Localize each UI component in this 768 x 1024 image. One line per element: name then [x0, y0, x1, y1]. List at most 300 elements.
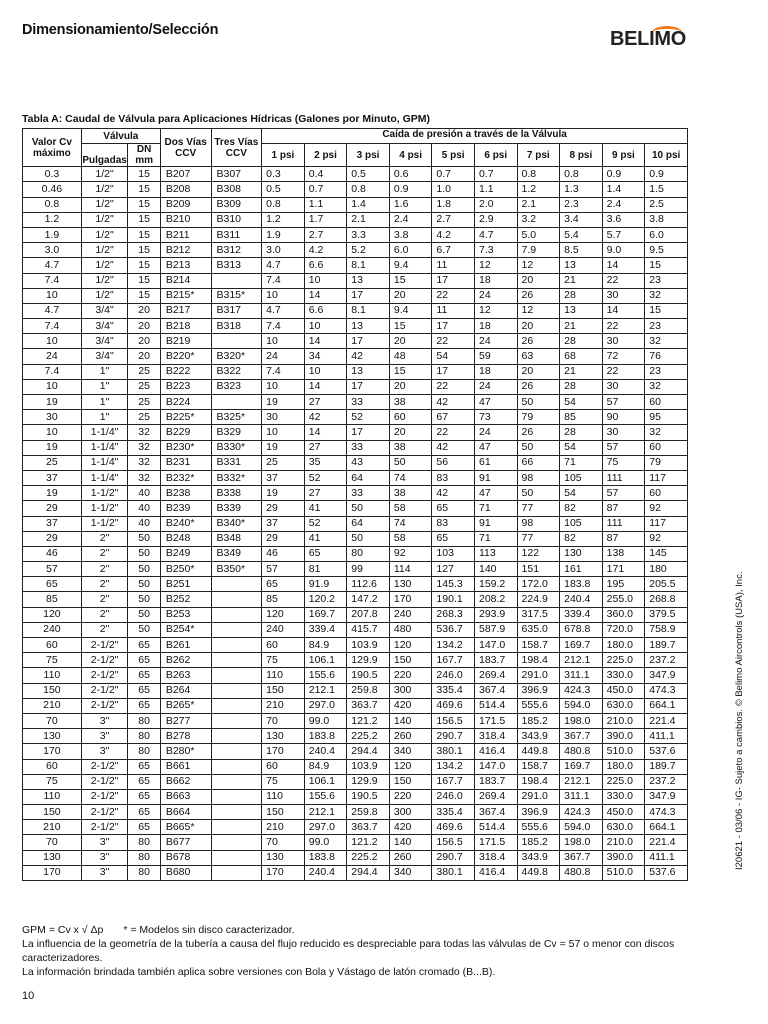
table-cell: 70 — [262, 835, 305, 850]
table-cell: 15 — [389, 364, 432, 379]
table-cell: 390.0 — [602, 850, 645, 865]
table-cell: 2.9 — [474, 212, 517, 227]
table-cell — [211, 759, 262, 774]
psi-header-cell: 5 psi — [432, 144, 475, 167]
table-cell: 80 — [128, 850, 160, 865]
table-row — [23, 212, 688, 227]
table-cell: 555.6 — [517, 698, 560, 713]
table-cell: 47 — [474, 395, 517, 410]
table-cell: 424.3 — [560, 683, 603, 698]
table-cell: 0.7 — [474, 167, 517, 182]
table-row — [23, 592, 688, 607]
table-row — [23, 805, 688, 820]
formula-text: GPM = Cv x √ Δp — [22, 924, 104, 936]
table-cell: 92 — [645, 531, 688, 546]
table-cell: 28 — [560, 288, 603, 303]
table-cell: 396.9 — [517, 805, 560, 820]
table-cell: 380.1 — [432, 744, 475, 759]
table-cell: 22 — [602, 364, 645, 379]
table-cell: 30 — [23, 410, 82, 425]
table-cell — [211, 698, 262, 713]
table-cell: 15 — [128, 197, 160, 212]
table-cell: 17 — [347, 379, 390, 394]
table-cell: 0.8 — [517, 167, 560, 182]
table-cell: 15 — [128, 212, 160, 227]
table-cell: B238 — [160, 486, 211, 501]
table-cell: 2-1/2" — [81, 820, 128, 835]
table-cell: 537.6 — [645, 744, 688, 759]
table-cell: 4.7 — [23, 258, 82, 273]
table-cell: 6.7 — [432, 243, 475, 258]
table-cell: 85 — [262, 592, 305, 607]
table-cell — [211, 865, 262, 880]
table-cell: 330.0 — [602, 668, 645, 683]
table-cell: 367.4 — [474, 805, 517, 820]
table-cell: 70 — [262, 713, 305, 728]
table-cell: 147.0 — [474, 638, 517, 653]
table-cell: B348 — [211, 531, 262, 546]
table-cell: 60 — [23, 638, 82, 653]
table-cell: 2" — [81, 562, 128, 577]
table-cell: 13 — [347, 364, 390, 379]
table-cell: 147.2 — [347, 592, 390, 607]
table-cell: 240 — [262, 622, 305, 637]
table-cell: 13 — [347, 273, 390, 288]
table-cell: 32 — [645, 379, 688, 394]
table-cell: 138 — [602, 546, 645, 561]
table-cell — [211, 607, 262, 622]
table-cell: 24 — [474, 379, 517, 394]
table-cell: 91.9 — [304, 577, 347, 592]
table-cell — [211, 805, 262, 820]
table-cell: 12 — [517, 258, 560, 273]
table-row — [23, 182, 688, 197]
table-cell: 22 — [432, 425, 475, 440]
table-row — [23, 349, 688, 364]
table-cell: B212 — [160, 243, 211, 258]
table-cell: 20 — [389, 425, 432, 440]
table-cell: 23 — [645, 364, 688, 379]
table-cell: 169.7 — [560, 638, 603, 653]
table-cell: 240 — [389, 607, 432, 622]
table-cell: 367.7 — [560, 850, 603, 865]
table-cell: 297.0 — [304, 820, 347, 835]
table-cell: 224.9 — [517, 592, 560, 607]
table-cell: 41 — [304, 501, 347, 516]
table-cell: 536.7 — [432, 622, 475, 637]
table-cell: 57 — [602, 395, 645, 410]
table-cell: 25 — [262, 455, 305, 470]
table-cell: B248 — [160, 531, 211, 546]
table-cell: 60 — [389, 410, 432, 425]
table-cell: 7.4 — [262, 273, 305, 288]
table-cell: 18 — [474, 364, 517, 379]
table-cell — [211, 835, 262, 850]
table-cell: 2-1/2" — [81, 805, 128, 820]
table-cell — [211, 683, 262, 698]
table-cell: 32 — [128, 470, 160, 485]
table-cell: 3.8 — [645, 212, 688, 227]
table-cell: 1/2" — [81, 288, 128, 303]
table-cell: 50 — [517, 486, 560, 501]
table-cell: 1" — [81, 379, 128, 394]
table-cell: 65 — [128, 805, 160, 820]
table-cell: 42 — [432, 440, 475, 455]
table-cell: 367.4 — [474, 683, 517, 698]
table-cell: 300 — [389, 683, 432, 698]
table-cell: 65 — [432, 531, 475, 546]
table-cell: 130 — [560, 546, 603, 561]
table-cell: 1.9 — [23, 227, 82, 242]
table-cell: 26 — [517, 334, 560, 349]
table-cell: 15 — [389, 319, 432, 334]
table-cell: 71 — [474, 531, 517, 546]
table-cell: 75 — [262, 653, 305, 668]
table-cell: 103 — [432, 546, 475, 561]
table-cell: 159.2 — [474, 577, 517, 592]
table-cell: 198.0 — [560, 713, 603, 728]
table-cell: 17 — [432, 364, 475, 379]
table-cell: 2.5 — [645, 197, 688, 212]
table-cell: 635.0 — [517, 622, 560, 637]
table-cell: 2.1 — [517, 197, 560, 212]
table-row — [23, 455, 688, 470]
table-cell: 240.4 — [304, 744, 347, 759]
table-cell: 3/4" — [81, 303, 128, 318]
table-cell: 80 — [128, 713, 160, 728]
table-cell: 415.7 — [347, 622, 390, 637]
table-cell: 11 — [432, 258, 475, 273]
table-row — [23, 516, 688, 531]
table-cell: 32 — [645, 288, 688, 303]
table-cell: 7.4 — [23, 319, 82, 334]
table-cell: 1.4 — [347, 197, 390, 212]
table-cell — [211, 668, 262, 683]
table-cell: 15 — [389, 273, 432, 288]
table-cell: 172.0 — [517, 577, 560, 592]
table-cell: 14 — [304, 379, 347, 394]
table-row — [23, 744, 688, 759]
table-cell: 1/2" — [81, 243, 128, 258]
table-cell: B277 — [160, 713, 211, 728]
table-cell: 3.2 — [517, 212, 560, 227]
table-cell: 103.9 — [347, 759, 390, 774]
table-cell: 155.6 — [304, 789, 347, 804]
table-cell: 73 — [474, 410, 517, 425]
side-copyright-text: I20621 - 03/06 - IG- Sujeto a cambios. © Belimo Aircontrols (USA), Inc. — [734, 571, 745, 870]
table-cell: 161 — [560, 562, 603, 577]
table-cell — [211, 622, 262, 637]
table-cell: 198.4 — [517, 774, 560, 789]
table-cell: B210 — [160, 212, 211, 227]
table-cell: 6.0 — [389, 243, 432, 258]
table-cell: 83 — [432, 470, 475, 485]
table-cell: 30 — [262, 410, 305, 425]
table-cell: 26 — [517, 425, 560, 440]
table-row — [23, 273, 688, 288]
table-cell: B231 — [160, 455, 211, 470]
table-cell — [211, 820, 262, 835]
table-cell: 35 — [304, 455, 347, 470]
table-cell: 2.3 — [560, 197, 603, 212]
table-cell: 26 — [517, 379, 560, 394]
table-cell: 210 — [262, 820, 305, 835]
table-cell: 67 — [432, 410, 475, 425]
table-cell: 29 — [262, 531, 305, 546]
table-row — [23, 303, 688, 318]
table-cell: 77 — [517, 501, 560, 516]
table-cell: 268.8 — [645, 592, 688, 607]
table-cell: 134.2 — [432, 638, 475, 653]
table-cell: 420 — [389, 698, 432, 713]
table-cell: 25 — [128, 379, 160, 394]
header-caida: Caída de presión a través de la Válvula — [262, 129, 688, 144]
table-cell: 330.0 — [602, 789, 645, 804]
table-cell: 2" — [81, 546, 128, 561]
table-cell: 2-1/2" — [81, 759, 128, 774]
table-cell: 19 — [23, 440, 82, 455]
table-cell: 294.4 — [347, 744, 390, 759]
table-cell: 30 — [602, 288, 645, 303]
table-cell: 74 — [389, 470, 432, 485]
table-cell: 335.4 — [432, 805, 475, 820]
table-cell: 83 — [432, 516, 475, 531]
table-cell: 514.4 — [474, 698, 517, 713]
table-cell: B254* — [160, 622, 211, 637]
table-cell: 75 — [23, 653, 82, 668]
table-cell: B211 — [160, 227, 211, 242]
table-cell: 260 — [389, 729, 432, 744]
table-cell: B338 — [211, 486, 262, 501]
table-cell: 150 — [262, 805, 305, 820]
table-cell: 30 — [602, 379, 645, 394]
table-cell: B224 — [160, 395, 211, 410]
table-cell: 140 — [389, 835, 432, 850]
table-cell: 121.2 — [347, 835, 390, 850]
table-cell: 290.7 — [432, 850, 475, 865]
table-cell: 21 — [560, 364, 603, 379]
table-cell — [211, 592, 262, 607]
table-cell: 50 — [128, 592, 160, 607]
table-cell: 510.0 — [602, 865, 645, 880]
table-cell: 185.2 — [517, 835, 560, 850]
table-cell: 28 — [560, 425, 603, 440]
table-row — [23, 622, 688, 637]
table-cell: 50 — [128, 562, 160, 577]
table-cell: 318.4 — [474, 729, 517, 744]
table-cell: 29 — [262, 501, 305, 516]
table-cell: 450.0 — [602, 683, 645, 698]
table-cell: 42 — [432, 395, 475, 410]
table-cell: 664.1 — [645, 820, 688, 835]
table-cell: 2.7 — [304, 227, 347, 242]
table-cell: 24 — [474, 425, 517, 440]
table-cell: 40 — [128, 516, 160, 531]
table-cell: 155.6 — [304, 668, 347, 683]
table-cell: 92 — [389, 546, 432, 561]
table-row — [23, 865, 688, 880]
table-cell: 27 — [304, 486, 347, 501]
table-cell — [211, 713, 262, 728]
table-cell: 2" — [81, 592, 128, 607]
table-cell: 57 — [602, 440, 645, 455]
table-cell: 22 — [432, 379, 475, 394]
table-cell: B662 — [160, 774, 211, 789]
table-cell — [211, 789, 262, 804]
table-cell: 111 — [602, 516, 645, 531]
table-cell: 54 — [432, 349, 475, 364]
table-cell: 1/2" — [81, 212, 128, 227]
table-cell: 12 — [517, 303, 560, 318]
table-cell: 79 — [517, 410, 560, 425]
table-cell: 42 — [432, 486, 475, 501]
table-cell: B249 — [160, 546, 211, 561]
table-cell: 220 — [389, 668, 432, 683]
table-cell: 130 — [262, 729, 305, 744]
table-cell: 68 — [560, 349, 603, 364]
brand-logo: BELIMO — [610, 28, 686, 50]
header-dos-vias: Dos Vías CCV — [160, 129, 211, 167]
table-row — [23, 334, 688, 349]
table-cell: 240 — [23, 622, 82, 637]
table-cell: 396.9 — [517, 683, 560, 698]
table-cell: 190.5 — [347, 789, 390, 804]
table-cell: B329 — [211, 425, 262, 440]
table-cell: 1/2" — [81, 167, 128, 182]
table-cell: 120 — [23, 607, 82, 622]
table-cell: 32 — [128, 425, 160, 440]
table-cell: 9.0 — [602, 243, 645, 258]
table-cell: 240.4 — [304, 865, 347, 880]
table-cell: 1.3 — [560, 182, 603, 197]
table-cell: 52 — [304, 470, 347, 485]
table-cell: 1.9 — [262, 227, 305, 242]
table-cell: 37 — [23, 470, 82, 485]
table-cell: 0.3 — [262, 167, 305, 182]
table-cell: 171.5 — [474, 835, 517, 850]
table-cell: 268.3 — [432, 607, 475, 622]
table-cell: 29 — [23, 501, 82, 516]
table-cell: B218 — [160, 319, 211, 334]
table-cell: 46 — [23, 546, 82, 561]
table-cell: B240* — [160, 516, 211, 531]
table-cell: B229 — [160, 425, 211, 440]
table-cell: 76 — [645, 349, 688, 364]
psi-header-cell: 10 psi — [645, 144, 688, 167]
table-cell: 60 — [23, 759, 82, 774]
table-cell: B253 — [160, 607, 211, 622]
table-cell: B331 — [211, 455, 262, 470]
table-cell: B664 — [160, 805, 211, 820]
table-cell: 65 — [128, 789, 160, 804]
table-row — [23, 501, 688, 516]
table-cell: B330* — [211, 440, 262, 455]
table-cell: 8.1 — [347, 258, 390, 273]
table-row — [23, 683, 688, 698]
table-cell: 1/2" — [81, 182, 128, 197]
table-cell: 33 — [347, 395, 390, 410]
table-cell: 0.8 — [347, 182, 390, 197]
table-cell: 170 — [23, 744, 82, 759]
table-cell: 1-1/4" — [81, 425, 128, 440]
table-cell: 1.5 — [645, 182, 688, 197]
table-row — [23, 729, 688, 744]
table-cell: 47 — [474, 486, 517, 501]
table-cell: 114 — [389, 562, 432, 577]
table-cell: 84.9 — [304, 638, 347, 653]
table-cell — [211, 395, 262, 410]
table-cell: 20 — [517, 364, 560, 379]
table-row — [23, 577, 688, 592]
table-cell: 1" — [81, 410, 128, 425]
table-cell: 60 — [645, 486, 688, 501]
table-cell: 65 — [262, 577, 305, 592]
table-row — [23, 835, 688, 850]
table-cell: 106.1 — [304, 653, 347, 668]
table-cell: 60 — [645, 395, 688, 410]
table-cell: 19 — [262, 486, 305, 501]
table-row — [23, 531, 688, 546]
table-cell: 75 — [262, 774, 305, 789]
table-cell: B213 — [160, 258, 211, 273]
table-cell: 343.9 — [517, 850, 560, 865]
table-cell: 180 — [645, 562, 688, 577]
table-cell: 340 — [389, 865, 432, 880]
table-cell: 9.5 — [645, 243, 688, 258]
table-cell: 79 — [645, 455, 688, 470]
table-cell: 5.7 — [602, 227, 645, 242]
table-cell: 64 — [347, 516, 390, 531]
table-cell: 14 — [304, 288, 347, 303]
table-cell: 37 — [262, 516, 305, 531]
table-cell: 64 — [347, 470, 390, 485]
table-cell: 2.4 — [602, 197, 645, 212]
table-cell: 156.5 — [432, 835, 475, 850]
table-cell: 65 — [128, 698, 160, 713]
table-cell: 90 — [602, 410, 645, 425]
table-cell: 678.8 — [560, 622, 603, 637]
table-cell: B678 — [160, 850, 211, 865]
psi-header-cell: 3 psi — [347, 144, 390, 167]
table-cell: 15 — [645, 258, 688, 273]
table-cell: 46 — [262, 546, 305, 561]
table-cell: 390.0 — [602, 729, 645, 744]
table-cell: 3" — [81, 865, 128, 880]
table-cell: 120 — [389, 759, 432, 774]
table-cell: 50 — [128, 607, 160, 622]
table-cell: 208.2 — [474, 592, 517, 607]
table-cell: 171 — [602, 562, 645, 577]
table-cell: 130 — [389, 577, 432, 592]
table-cell: 9.4 — [389, 303, 432, 318]
table-cell: B220* — [160, 349, 211, 364]
table-cell: 474.3 — [645, 683, 688, 698]
table-cell: 58 — [389, 501, 432, 516]
table-cell: 50 — [347, 531, 390, 546]
table-cell: 170 — [262, 865, 305, 880]
table-cell: 1/2" — [81, 197, 128, 212]
table-cell: B339 — [211, 501, 262, 516]
table-cell: 1.6 — [389, 197, 432, 212]
table-cell: 1.1 — [304, 197, 347, 212]
table-cell: 189.7 — [645, 759, 688, 774]
table-cell: 260 — [389, 850, 432, 865]
table-cell: B239 — [160, 501, 211, 516]
table-cell: 27 — [304, 440, 347, 455]
table-cell: 347.9 — [645, 668, 688, 683]
table-cell: 91 — [474, 470, 517, 485]
table-cell: 140 — [389, 713, 432, 728]
